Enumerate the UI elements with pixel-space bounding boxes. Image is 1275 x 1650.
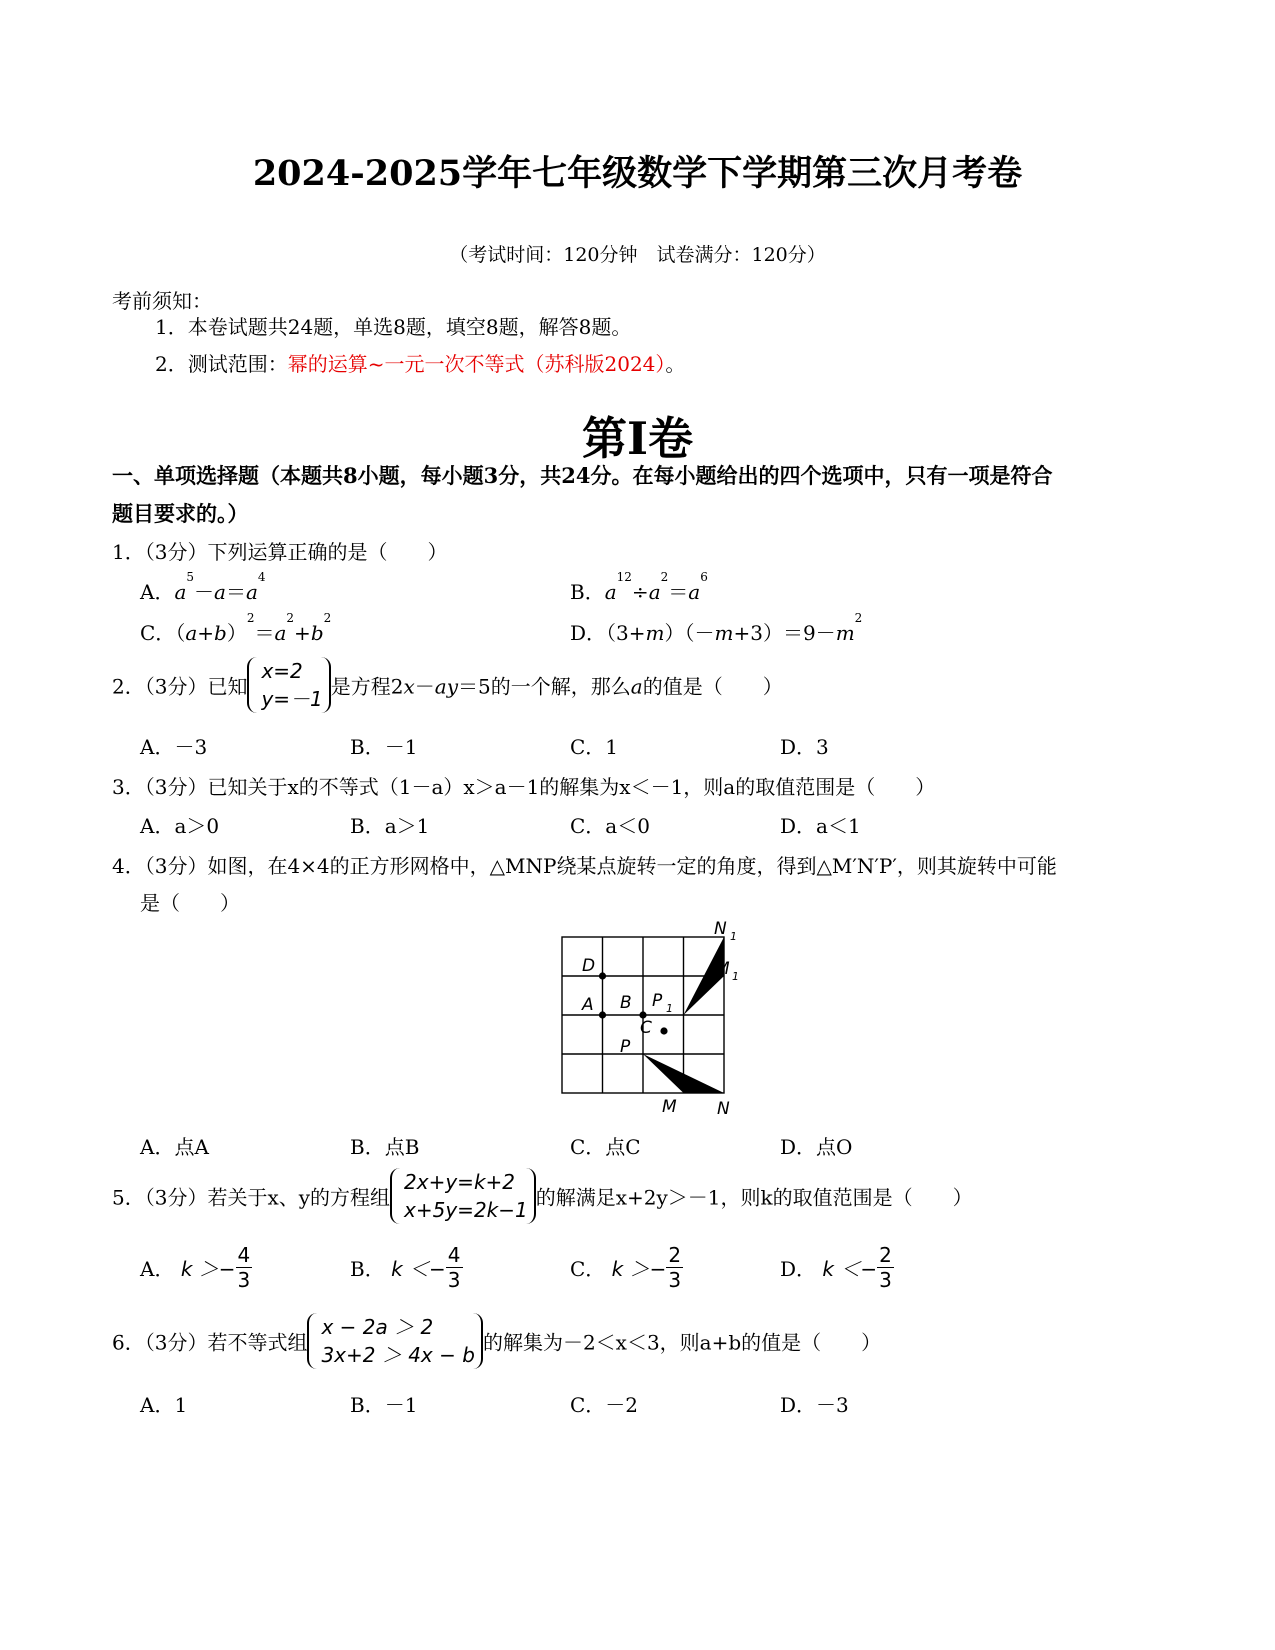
q4-option-c: C．点C	[570, 1135, 641, 1159]
q3-option-c: C．a＜0	[570, 814, 650, 838]
label-m1: M	[715, 959, 730, 979]
label-n: N	[717, 1099, 730, 1119]
q2-option-b: B．－1	[350, 735, 418, 759]
q5-equation-system: 2x+y=k+2 x+5y=2k−1	[390, 1168, 536, 1224]
label-m: M	[662, 1097, 677, 1117]
label-n1-subscript: 1	[730, 930, 737, 943]
q5-option-d: D． k ＜− $\frac{2}{3}$	[780, 1243, 892, 1292]
notice-heading: 考前须知：	[112, 289, 212, 313]
notice-item-1: 1．本卷试题共24题，单选8题，填空8题，解答8题。	[155, 315, 632, 339]
label-d: D	[582, 956, 596, 976]
q6-option-d: D．－3	[780, 1393, 849, 1417]
q6-option-b: B．－1	[350, 1393, 418, 1417]
section-instruction-line-1: 一、单项选择题（本题共8小题，每小题3分，共24分。在每小题给出的四个选项中，只有一项是符合	[112, 463, 1053, 488]
q4-option-d: D．点O	[780, 1135, 853, 1159]
section-instruction-line-2: 题目要求的。）	[112, 501, 249, 526]
q2-option-d: D．3	[780, 735, 829, 759]
q1-stem: 1．（3分）下列运算正确的是（ ）	[112, 540, 448, 564]
notice-item-2	[155, 348, 685, 377]
q1-option-a: A．$a^5-a=a^4$	[140, 570, 266, 604]
label-p: P	[620, 1037, 631, 1057]
label-b: B	[620, 993, 632, 1013]
label-a: A	[582, 995, 594, 1015]
exam-title: 2024-2025学年七年级数学下学期第三次月考卷	[252, 153, 1023, 194]
q2-equation-system: x=2 y=－1	[247, 657, 330, 713]
q1-option-d: D．$(3+m)(-m+3)=9-m^2$	[570, 611, 863, 645]
q3-option-d: D．a＜1	[780, 814, 861, 838]
q6-option-c: C．－2	[570, 1393, 639, 1417]
q4-option-a: A．点A	[140, 1135, 209, 1159]
q6-inequality-system: x − 2a ＞ 2 3x+2 ＞ 4x − b	[307, 1313, 483, 1369]
q4-rotation-grid-figure	[540, 920, 760, 1125]
test-scope: 幂的运算~一元一次不等式（苏科版2024）	[287, 352, 666, 376]
q4-stem-line-2: 是（ ）	[140, 891, 240, 915]
point-a	[599, 1011, 606, 1018]
q3-option-b: B．a＞1	[350, 814, 430, 838]
q1-option-c: C．$(a+b)^2=a^2+b^2$	[140, 611, 332, 645]
q2-stem: 2．（3分）已知 x=2 y=－1 是方程2x－ay＝5的一个解，那么a的值是（ ）	[112, 659, 783, 711]
label-c: C	[640, 1018, 652, 1038]
q2-option-a: A．－3	[140, 735, 208, 759]
q5-option-b: B． k ＜− $\frac{4}{3}$	[350, 1243, 461, 1292]
notice-item-2-prefix: 2．测试范围：	[155, 352, 288, 376]
q5-stem: 5．（3分）若关于x、y的方程组 2x+y=k+2 x+5y=2k−1 的解满足x+2y＞－1，则k的取值范围是（ ）	[112, 1170, 973, 1222]
label-p1: P	[652, 991, 663, 1011]
label-p1-subscript: 1	[666, 1002, 673, 1015]
point-c	[660, 1027, 667, 1034]
label-n1: N	[714, 920, 727, 939]
label-m1-subscript: 1	[732, 970, 739, 983]
q5-option-a: A． k ＞− $\frac{4}{3}$	[140, 1243, 251, 1292]
exam-subtitle: （考试时间：120分钟 试卷满分：120分）	[449, 244, 826, 266]
q1-option-b: B．$a^{12}\div a^2=a^6$	[570, 570, 708, 604]
q3-stem: 3．（3分）已知关于x的不等式（1－a）x＞a－1的解集为x＜－1，则a的取值范围是（ ）	[112, 775, 936, 799]
q3-option-a: A．a＞0	[140, 814, 220, 838]
q5-option-c: C． k ＞− $\frac{2}{3}$	[570, 1243, 682, 1292]
q4-option-b: B．点B	[350, 1135, 420, 1159]
notice-item-2-suffix: 。	[665, 352, 686, 376]
point-d	[599, 972, 606, 979]
q4-stem-line-1: 4．（3分）如图，在4×4的正方形网格中，△MNP绕某点旋转一定的角度，得到△M′N′P′，则其旋转中可能	[112, 854, 1057, 878]
q6-option-a: A．1	[140, 1393, 188, 1417]
q6-stem: 6．（3分）若不等式组 x − 2a ＞ 2 3x+2 ＞ 4x − b 的解集为－2＜x＜3，则a+b的值是（ ）	[112, 1315, 882, 1367]
volume-heading: 第Ⅰ卷	[581, 412, 694, 465]
q2-option-c: C．1	[570, 735, 619, 759]
